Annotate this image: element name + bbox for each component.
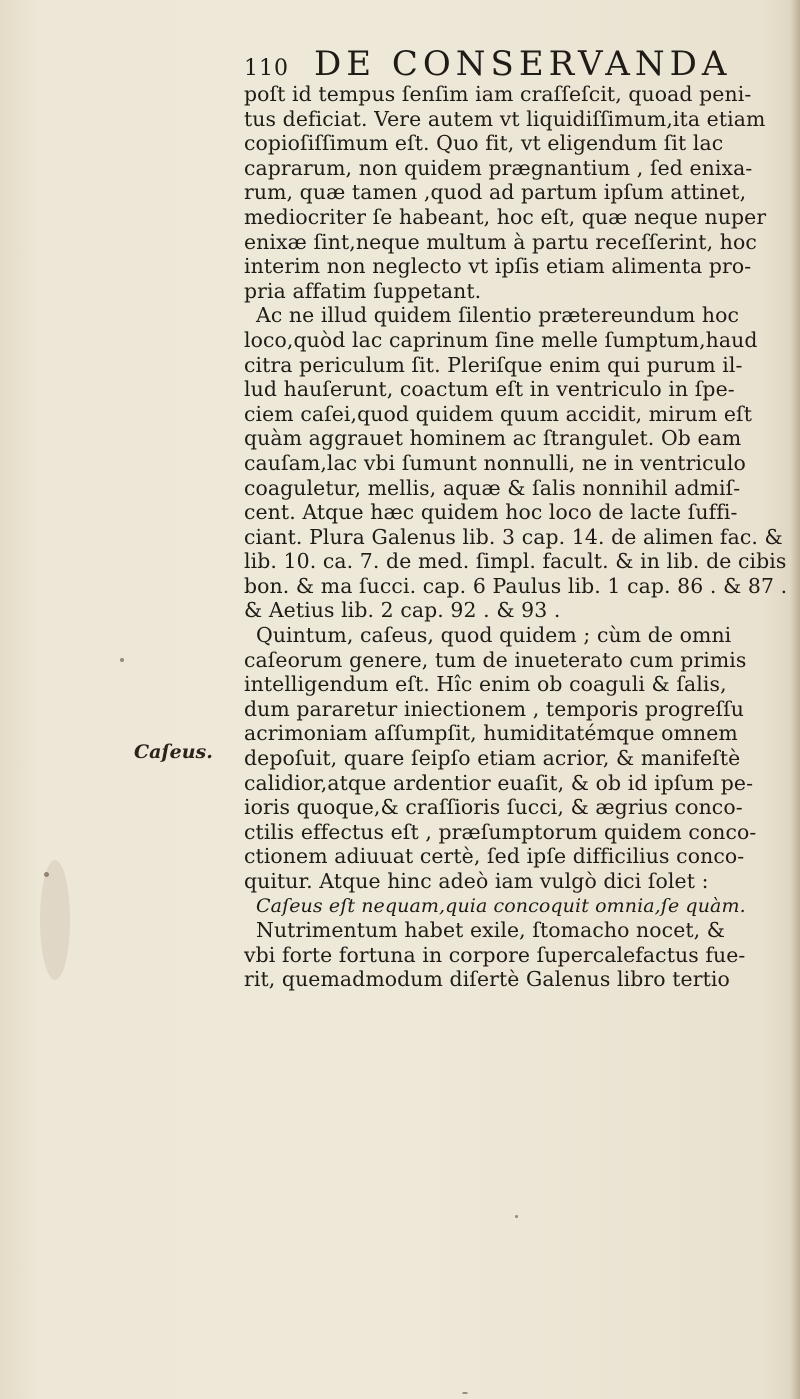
text-line: ciant. Plura Galenus lib. 3 cap. 14. de alimen fac. & — [244, 524, 783, 549]
text-line: Quintum, caſeus, quod quidem ; cùm de omni — [256, 623, 732, 648]
text-line: lib. 10. ca. 7. de med. ſimpl. facult. & in lib. de cibis — [244, 549, 787, 574]
text-line: caſeorum genere, tum de inueterato cum primis — [244, 647, 747, 672]
paper-stain — [40, 860, 70, 980]
text-line: ioris quoque,& craſſioris ſucci, & ægrius conco- — [244, 795, 743, 820]
text-line: enixæ ſint,neque multum à partu receſſerint, hoc — [244, 229, 757, 254]
text-line: cent. Atque hæc quidem hoc loco de lacte ſuffi- — [244, 500, 738, 525]
text-line: ciem caſei,quod quidem quum accidit, mirum eſt — [244, 401, 753, 426]
text-line: caprarum, non quidem prægnantium , ſed enixa- — [244, 155, 753, 180]
paper-speck — [462, 1392, 468, 1394]
text-line: calidior,atque ardentior euaſit, & ob id ipſum pe- — [244, 770, 754, 795]
text-line: mediocriter ſe habeant, hoc eſt, quæ neque nuper — [244, 204, 767, 229]
text-line: bon. & ma ſucci. cap. 6 Paulus lib. 1 cap. 86 . & 87 . — [244, 573, 788, 598]
text-line: acrimoniam aſſumpſit, humiditatémque omnem — [244, 721, 738, 746]
text-line: vbi forte fortuna in corpore ſupercalefactus fue- — [244, 942, 746, 967]
text-line: ctionem adiuuat certè, ſed ipſe difficilius conco- — [244, 844, 745, 869]
body-text — [244, 82, 788, 992]
paper-speck — [44, 872, 49, 877]
paper-speck — [120, 658, 124, 662]
text-line: citra periculum ſit. Pleriſque enim qui purum il- — [244, 352, 743, 377]
text-line: copioſiſſimum eſt. Quo fit, vt eligendum ſit lac — [244, 131, 724, 156]
margin-note: Caſeus. — [134, 741, 213, 763]
text-line: pria affatim ſuppetant. — [244, 278, 482, 303]
text-line: loco,quòd lac caprinum ſine melle ſumptum,haud — [244, 327, 758, 352]
text-line: lud hauſerunt, coactum eſt in ventriculo in ſpe- — [244, 377, 735, 402]
text-line: coaguletur, mellis, aquæ & ſalis nonnihil admiſ- — [244, 475, 741, 500]
text-line: Nutrimentum habet exile, ſtomacho nocet, & — [256, 918, 726, 943]
text-line: tus deficiat. Vere autem vt liquidiſſimum,ita etiam — [244, 106, 766, 131]
text-line: interim non neglecto vt ipſis etiam alimenta pro- — [244, 254, 752, 279]
text-line: rit, quemadmodum diſertè Galenus libro tertio — [244, 967, 730, 992]
text-line: quitur. Atque hinc adeò iam vulgò dici ſolet : — [244, 869, 709, 893]
text-line: & Aetius lib. 2 cap. 92 . & 93 . — [244, 598, 561, 623]
text-line: Ac ne illud quidem ſilentio prætereundum hoc — [256, 303, 739, 328]
page-edge-shadow — [790, 0, 800, 1399]
text-line: dum pararetur iniectionem , temporis progreſſu — [244, 696, 745, 721]
verse-line: Caſeus eſt nequam,quia concoquit omnia,ſe quàm. — [256, 894, 746, 917]
text-line: poſt id tempus ſenſim iam craſſeſcit, quoad peni- — [244, 82, 752, 106]
text-line: rum, quæ tamen ,quod ad partum ipſum attinet, — [244, 180, 747, 205]
paper-speck — [515, 1215, 518, 1218]
text-line: ctilis effectus eſt , præſumptorum quidem conco- — [244, 819, 757, 844]
text-line: intelligendum eſt. Hîc enim ob coaguli & ſalis, — [244, 672, 727, 697]
running-head: DE CONSERVANDA — [314, 44, 732, 84]
text-line: quàm aggrauet hominem ac ſtrangulet. Ob eam — [244, 426, 742, 451]
text-line: cauſam,lac vbi ſumunt nonnulli, ne in ventriculo — [244, 450, 746, 475]
page-number: 110 — [244, 56, 289, 81]
text-line: depoſuit, quare ſeipſo etiam acrior, & manifeſtè — [244, 746, 741, 771]
